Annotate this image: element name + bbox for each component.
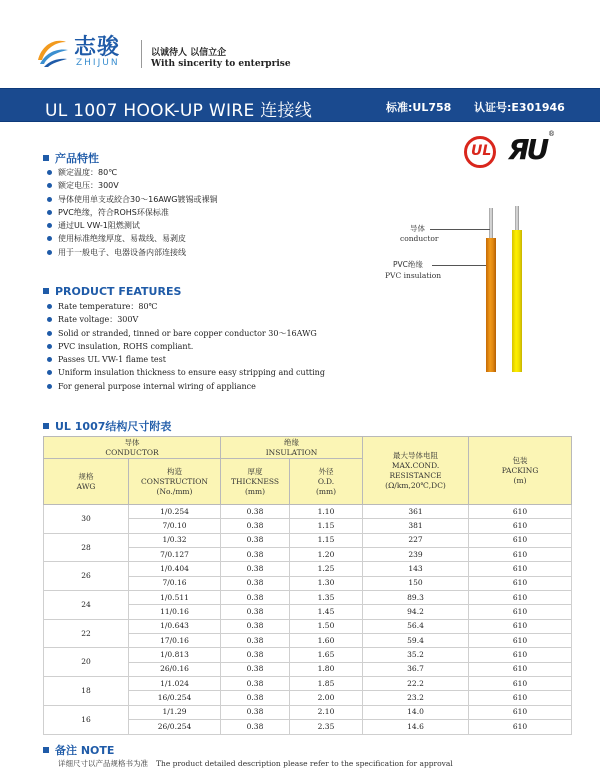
- page-header: [0, 0, 600, 84]
- table-row: [44, 591, 572, 605]
- od-cell: 1.30: [290, 576, 363, 590]
- construction-header: 构造 CONSTRUCTION (No./mm): [129, 459, 221, 505]
- od-cell: 1.10: [290, 505, 363, 519]
- spec-table: [43, 436, 572, 735]
- thickness-cell: 0.38: [221, 605, 290, 619]
- resistance-cell: 381: [363, 519, 469, 533]
- table-row: [44, 619, 572, 633]
- thickness-cell: 0.38: [221, 720, 290, 734]
- square-bullet-icon: [43, 423, 49, 429]
- packing-cell: 610: [469, 591, 572, 605]
- awg-cell: 30: [44, 505, 129, 534]
- resistance-header: 最大导体电阻 MAX.COND. RESISTANCE (Ω/km,20℃,DC): [363, 437, 469, 505]
- od-cell: 1.80: [290, 662, 363, 676]
- conductor-yellow-wire: [515, 206, 519, 232]
- list-item: Uniform insulation thickness to ensure easy stripping and cutting: [47, 366, 325, 379]
- construction-cell: 1/0.813: [129, 648, 221, 662]
- bullet-icon: [47, 384, 52, 389]
- bullet-icon: [47, 170, 52, 175]
- insulated-wire-orange: [486, 238, 496, 372]
- od-cell: 2.10: [290, 705, 363, 719]
- square-bullet-icon: [43, 288, 49, 294]
- resistance-cell: 14.6: [363, 720, 469, 734]
- resistance-cell: 150: [363, 576, 469, 590]
- bullet-icon: [47, 183, 52, 188]
- thickness-cell: 0.38: [221, 619, 290, 633]
- construction-cell: 1/0.254: [129, 505, 221, 519]
- bullet-icon: [47, 223, 52, 228]
- od-cell: 1.45: [290, 605, 363, 619]
- packing-cell: 610: [469, 619, 572, 633]
- thickness-cell: 0.38: [221, 548, 290, 562]
- bullet-icon: [47, 357, 52, 362]
- table-row: [44, 533, 572, 547]
- construction-cell: 26/0.254: [129, 720, 221, 734]
- table-header-row: [44, 437, 572, 459]
- insulated-wire-yellow: [512, 230, 522, 372]
- construction-cell: 1/0.643: [129, 619, 221, 633]
- list-item: Solid or stranded, tinned or bare copper conductor 30～16AWG: [47, 327, 325, 340]
- table-row: [44, 677, 572, 691]
- thickness-cell: 0.38: [221, 634, 290, 648]
- conductor-callout-line: [430, 229, 490, 230]
- od-cell: 2.35: [290, 720, 363, 734]
- note-text: [58, 758, 453, 769]
- packing-cell: 610: [469, 662, 572, 676]
- table-row: [44, 505, 572, 519]
- construction-cell: 16/0.254: [129, 691, 221, 705]
- resistance-cell: 227: [363, 533, 469, 547]
- list-item: Passes UL VW-1 flame test: [47, 353, 325, 366]
- od-cell: 2.00: [290, 691, 363, 705]
- square-bullet-icon: [43, 747, 49, 753]
- resistance-cell: 14.0: [363, 705, 469, 719]
- packing-cell: 610: [469, 705, 572, 719]
- resistance-cell: 35.2: [363, 648, 469, 662]
- insulation-header: 绝缘 INSULATION: [221, 437, 363, 459]
- od-cell: 1.35: [290, 591, 363, 605]
- awg-cell: 20: [44, 648, 129, 677]
- table-row: [44, 648, 572, 662]
- thickness-cell: 0.38: [221, 705, 290, 719]
- page-title: UL 1007 HOOK-UP WIRE 连接线: [45, 101, 313, 121]
- construction-cell: 1/1.29: [129, 705, 221, 719]
- bullet-icon: [47, 250, 52, 255]
- list-item: Rate voltage：300V: [47, 313, 325, 326]
- od-cell: 1.85: [290, 677, 363, 691]
- list-item: For general purpose internal wiring of appliance: [47, 380, 325, 393]
- thickness-cell: 0.38: [221, 648, 290, 662]
- thickness-cell: 0.38: [221, 505, 290, 519]
- od-header: 外径 O.D. (mm): [290, 459, 363, 505]
- brand-name-cn: 志骏: [74, 35, 121, 60]
- od-cell: 1.15: [290, 519, 363, 533]
- thickness-cell: 0.38: [221, 677, 290, 691]
- od-cell: 1.60: [290, 634, 363, 648]
- ur-recognized-icon: ЯU: [508, 133, 547, 166]
- note-text-cn: 详细尺寸以产品规格书为准: [58, 759, 148, 768]
- resistance-cell: 23.2: [363, 691, 469, 705]
- insulation-label-en: PVC insulation: [385, 271, 442, 280]
- packing-cell: 610: [469, 533, 572, 547]
- packing-cell: 610: [469, 519, 572, 533]
- packing-cell: 610: [469, 505, 572, 519]
- zhijun-logo-icon: [34, 34, 70, 70]
- awg-cell: 16: [44, 705, 129, 734]
- construction-cell: 26/0.16: [129, 662, 221, 676]
- thickness-cell: 0.38: [221, 576, 290, 590]
- construction-cell: 7/0.127: [129, 548, 221, 562]
- brand-name-en: ZHIJUN: [76, 58, 120, 68]
- construction-cell: 1/0.404: [129, 562, 221, 576]
- od-cell: 1.15: [290, 533, 363, 547]
- ul-cert-icon: UL: [464, 136, 496, 168]
- thickness-cell: 0.38: [221, 662, 290, 676]
- list-item: 用于一般电子、电器设备内部连接线: [47, 246, 218, 259]
- slogan-en: With sincerity to enterprise: [151, 59, 291, 69]
- certificate-label: 认证号:E301946: [474, 101, 565, 114]
- list-item: PVC insulation, ROHS compliant.: [47, 340, 325, 353]
- bullet-icon: [47, 317, 52, 322]
- resistance-cell: 143: [363, 562, 469, 576]
- list-item: 额定电压：300V: [47, 179, 218, 192]
- features-en-list: [47, 300, 325, 393]
- features-en-heading: PRODUCT FEATURES: [43, 285, 181, 298]
- construction-cell: 1/1.024: [129, 677, 221, 691]
- resistance-cell: 22.2: [363, 677, 469, 691]
- conductor-header: 导体 CONDUCTOR: [44, 437, 221, 459]
- resistance-cell: 36.7: [363, 662, 469, 676]
- list-item: 使用标准绝缘厚度、易裁线、易剥皮: [47, 232, 218, 245]
- packing-cell: 610: [469, 648, 572, 662]
- note-text-en: The product detailed description please refer to the specification for approval: [156, 759, 453, 768]
- thickness-cell: 0.38: [221, 691, 290, 705]
- packing-cell: 610: [469, 634, 572, 648]
- awg-cell: 18: [44, 677, 129, 706]
- bullet-icon: [47, 197, 52, 202]
- resistance-cell: 239: [363, 548, 469, 562]
- table-row: [44, 562, 572, 576]
- packing-header: 包装 PACKING (m): [469, 437, 572, 505]
- list-item: 导体使用单支或絞合30～16AWG镀锡或裸铜: [47, 193, 218, 206]
- packing-cell: 610: [469, 576, 572, 590]
- bullet-icon: [47, 210, 52, 215]
- packing-cell: 610: [469, 720, 572, 734]
- od-cell: 1.65: [290, 648, 363, 662]
- features-cn-heading: 产品特性: [43, 150, 99, 166]
- awg-cell: 22: [44, 619, 129, 648]
- resistance-cell: 56.4: [363, 619, 469, 633]
- bullet-icon: [47, 236, 52, 241]
- slogan-cn: 以诚待人 以信立企: [151, 48, 227, 58]
- insulation-callout-line: [432, 265, 486, 266]
- resistance-cell: 89.3: [363, 591, 469, 605]
- packing-cell: 610: [469, 605, 572, 619]
- conductor-label-en: conductor: [400, 234, 439, 243]
- list-item: PVC绝缘，符合ROHS环保标准: [47, 206, 218, 219]
- construction-cell: 17/0.16: [129, 634, 221, 648]
- list-item: 通过UL VW-1阻燃测试: [47, 219, 218, 232]
- bullet-icon: [47, 331, 52, 336]
- bullet-icon: [47, 344, 52, 349]
- conductor-label-cn: 导体: [410, 224, 425, 233]
- note-heading: 备注 NOTE: [43, 742, 114, 758]
- bullet-icon: [47, 370, 52, 375]
- title-bar: [0, 88, 600, 122]
- construction-cell: 7/0.10: [129, 519, 221, 533]
- construction-cell: 1/0.32: [129, 533, 221, 547]
- thickness-header: 厚度 THICKNESS (mm): [221, 459, 290, 505]
- packing-cell: 610: [469, 691, 572, 705]
- construction-cell: 11/0.16: [129, 605, 221, 619]
- list-item: 额定温度：80℃: [47, 166, 218, 179]
- insulation-label-cn: PVC绝缘: [393, 260, 423, 269]
- resistance-cell: 59.4: [363, 634, 469, 648]
- awg-cell: 24: [44, 591, 129, 620]
- packing-cell: 610: [469, 562, 572, 576]
- construction-cell: 1/0.511: [129, 591, 221, 605]
- thickness-cell: 0.38: [221, 562, 290, 576]
- od-cell: 1.50: [290, 619, 363, 633]
- standard-label: 标准:UL758: [386, 101, 452, 114]
- awg-cell: 26: [44, 562, 129, 591]
- thickness-cell: 0.38: [221, 519, 290, 533]
- packing-cell: 610: [469, 677, 572, 691]
- construction-cell: 7/0.16: [129, 576, 221, 590]
- packing-cell: 610: [469, 548, 572, 562]
- od-cell: 1.25: [290, 562, 363, 576]
- od-cell: 1.20: [290, 548, 363, 562]
- registered-mark: ®: [548, 130, 555, 138]
- conductor-orange-wire: [489, 208, 493, 240]
- table-row: [44, 705, 572, 719]
- table-heading: UL 1007结构尺寸附表: [43, 418, 171, 434]
- list-item: Rate temperature：80℃: [47, 300, 325, 313]
- bullet-icon: [47, 304, 52, 309]
- thickness-cell: 0.38: [221, 533, 290, 547]
- features-cn-list: [47, 166, 218, 259]
- square-bullet-icon: [43, 155, 49, 161]
- thickness-cell: 0.38: [221, 591, 290, 605]
- awg-cell: 28: [44, 533, 129, 562]
- resistance-cell: 361: [363, 505, 469, 519]
- brand-divider: [141, 40, 142, 68]
- awg-header: 规格 AWG: [44, 459, 129, 505]
- resistance-cell: 94.2: [363, 605, 469, 619]
